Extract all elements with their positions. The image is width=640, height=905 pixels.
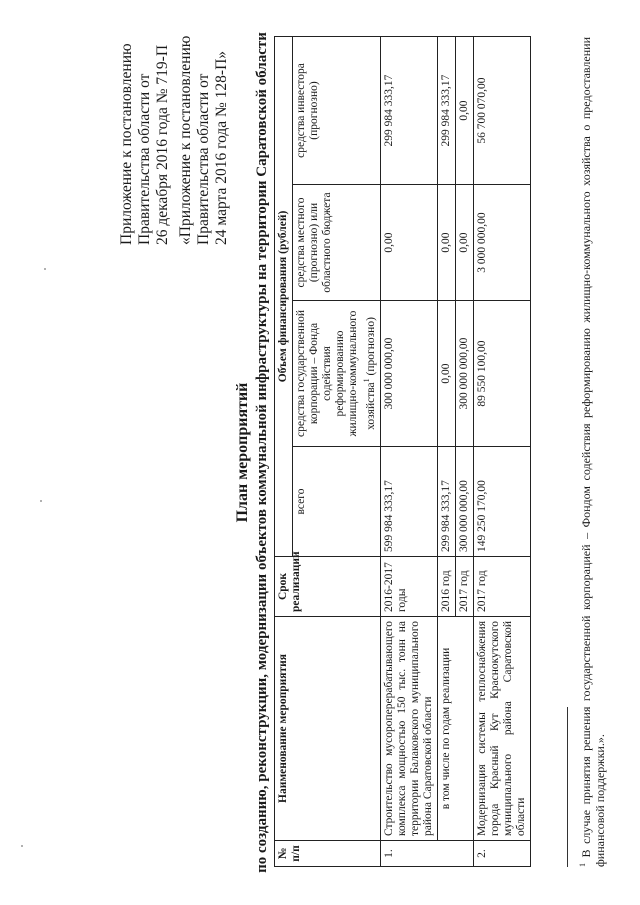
footnote-text: В случае принятия решения государственной корпорацией – Фондом содействия реформированию жилищно-коммунального хозяйства о предоставлении финансовой поддержки.». (579, 37, 607, 867)
annex-heading-current (118, 5, 172, 245)
row1-2017-local: 0,00 (455, 185, 473, 301)
annex1-line2: Правительства области от (136, 73, 153, 245)
annex2-line1: «Приложение к постановлению (177, 35, 194, 245)
row2-term: 2017 год (473, 557, 530, 617)
row1-fund: 300 000 000,00 (380, 301, 437, 447)
footnote (576, 37, 607, 867)
row2-total: 149 250 170,00 (473, 447, 530, 557)
row2-local: 3 000 000,00 (473, 185, 530, 301)
row1-2017-fund: 300 000 000,00 (455, 301, 473, 447)
scan-speck (21, 845, 23, 847)
scan-speck (40, 500, 42, 502)
footnote-mark: 1 (578, 863, 587, 867)
footnote-divider (567, 707, 568, 867)
row1-2016-fund: 0,00 (437, 301, 455, 447)
row1-2017-total: 300 000 000,00 (455, 447, 473, 557)
row1-num: 1. (380, 841, 473, 867)
title-main: План мероприятий (234, 382, 251, 523)
row2-fund: 89 550 100,00 (473, 301, 530, 447)
annex-heading-previous (177, 5, 231, 245)
row1-total: 599 984 333,17 (380, 447, 437, 557)
header-investor: средства инвестора (прогнозно) (293, 37, 381, 185)
table-header-row (275, 37, 293, 867)
row1-investor: 299 984 333,17 (380, 37, 437, 185)
header-num: № п/п (275, 841, 381, 867)
header-term: Срок реализации (275, 557, 381, 617)
row1-term: 2016-2017 годы (380, 557, 437, 617)
row1-2016-term: 2016 год (437, 557, 455, 617)
row1-2016-investor: 299 984 333,17 (437, 37, 455, 185)
measures-table (274, 36, 531, 867)
table-row (437, 37, 455, 867)
header-fund-suffix: (прогнозно) (364, 317, 377, 379)
annex2-line2: Правительства области от (195, 73, 212, 245)
annex1-line1: Приложение к постановлению (118, 43, 135, 245)
title-sub: по созданию, реконструкции, модернизации объектов коммунальной инфраструктуры на территории Саратовской области (254, 32, 270, 873)
row1-local: 0,00 (380, 185, 437, 301)
footnote-ref: 1 (362, 378, 371, 383)
row1-breakdown-label: в том числе по годам реализации (437, 617, 473, 841)
header-volume: Объем финансирования (рублей) (275, 37, 293, 557)
annex2-line3: 24 марта 2016 года № 128-П» (213, 50, 230, 245)
row1-2016-local: 0,00 (437, 185, 455, 301)
header-total: всего (293, 447, 381, 557)
header-local: средства местного (прогнозно) или областного бюджета (293, 185, 381, 301)
header-name: Наименование мероприятия (275, 617, 381, 841)
table-row (473, 37, 530, 867)
header-fund-text: средства государственной корпорации – Фонда содействия реформированию жилищно-коммунального хозяйства (295, 310, 377, 438)
table-row (380, 37, 437, 867)
row1-2017-term: 2017 год (455, 557, 473, 617)
document-title (233, 0, 272, 905)
row2-investor: 56 700 070,00 (473, 37, 530, 185)
row2-name: Модернизация системы теплоснабжения города Красный Кут Краснокутского муниципального района Саратовской области (473, 617, 530, 841)
row2-num: 2. (473, 841, 530, 867)
row1-name: Строительство мусороперерабатывающего комплекса мощностью 150 тыс. тонн на территории Балаковского муниципального района Саратовской области (380, 617, 437, 841)
row1-2017-investor: 0,00 (455, 37, 473, 185)
row1-2016-total: 299 984 333,17 (437, 447, 455, 557)
scan-speck (44, 268, 46, 270)
annex1-line3: 26 декабря 2016 года № 719-П (154, 44, 171, 245)
header-fund (293, 301, 381, 447)
